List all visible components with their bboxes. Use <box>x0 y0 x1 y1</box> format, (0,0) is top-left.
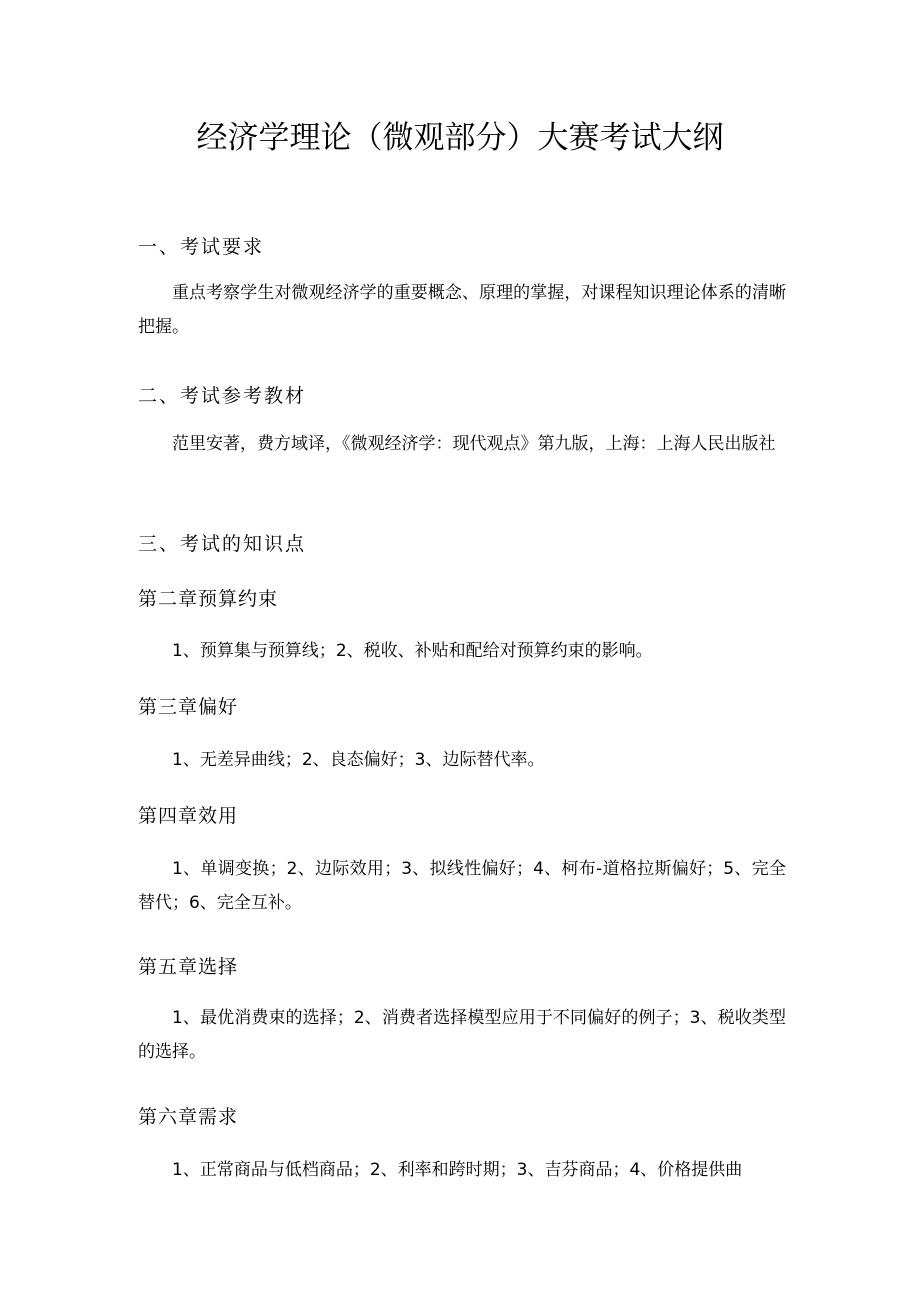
section-text-textbook: 范里安著，费方域译，《微观经济学：现代观点》第九版，上海：上海人民出版社 <box>172 434 776 454</box>
chapter-text-utility: 1、单调变换；2、边际效用；3、拟线性偏好；4、柯布-道格拉斯偏好；5、完全替代；6、完全互补。 <box>138 859 786 913</box>
section-text-exam-requirements: 重点考察学生对微观经济学的重要概念、原理的掌握，对课程知识理论体系的清晰把握。 <box>138 283 786 337</box>
chapter-title-utility: 第四章效用 <box>138 805 239 827</box>
section-heading-textbook: 二、考试参考教材 <box>138 385 307 407</box>
chapter-title-demand: 第六章需求 <box>138 1106 239 1128</box>
chapter-title-choice: 第五章选择 <box>138 956 239 978</box>
chapter-text-choice: 1、最优消费束的选择；2、消费者选择模型应用于不同偏好的例子；3、税收类型的选择。 <box>138 1008 786 1062</box>
document-title: 经济学理论（微观部分）大赛考试大纲 <box>196 120 724 156</box>
section-heading-knowledge-points: 三、考试的知识点 <box>138 533 307 555</box>
section-heading-exam-requirements: 一、考试要求 <box>138 236 265 258</box>
chapter-title-budget-constraint: 第二章预算约束 <box>138 588 279 610</box>
chapter-title-preferences: 第三章偏好 <box>138 696 239 718</box>
chapter-text-preferences: 1、无差异曲线；2、良态偏好；3、边际替代率。 <box>172 750 545 770</box>
chapter-text-demand: 1、正常商品与低档商品；2、利率和跨时期；3、吉芬商品；4、价格提供曲 <box>172 1160 743 1180</box>
chapter-text-budget-constraint: 1、预算集与预算线；2、税收、补贴和配给对预算约束的影响。 <box>172 641 653 661</box>
